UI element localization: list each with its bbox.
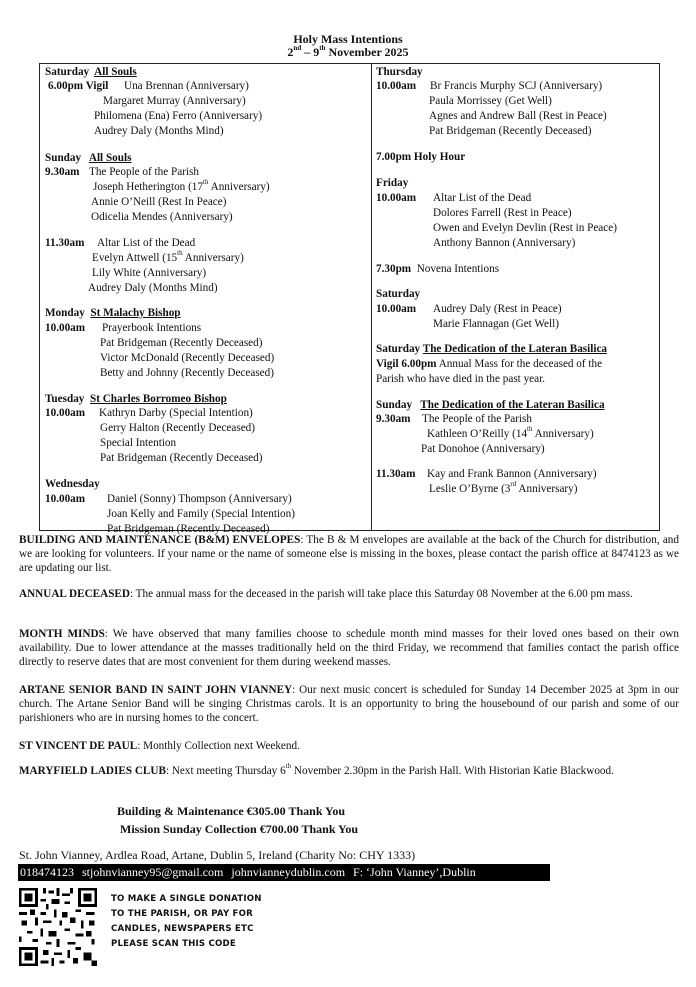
intention: Annie O’Neill (Rest In Peace) xyxy=(91,196,227,208)
intention: The People of the Parish xyxy=(89,166,199,178)
parish-address: St. John Vianney, Ardlea Road, Artane, Dublin 5, Ireland (Charity No: CHY 1333) xyxy=(19,848,416,862)
day-heading: Saturday All Souls xyxy=(45,66,137,78)
intention: Leslie O’Byrne (3rd Anniversary) xyxy=(429,480,578,495)
thanks-mission: Mission Sunday Collection €700.00 Thank You xyxy=(120,822,359,836)
intention: Prayerbook Intentions xyxy=(102,322,202,334)
intention: Altar List of the Dead xyxy=(433,192,532,204)
holy-hour: 7.00pm Holy Hour xyxy=(376,151,466,163)
intention: Kay and Frank Bannon (Anniversary) xyxy=(427,468,597,480)
day-heading: Friday xyxy=(376,177,409,189)
day-heading: Tuesday St Charles Borromeo Bishop xyxy=(45,393,227,405)
intention: Owen and Evelyn Devlin (Rest in Peace) xyxy=(433,222,617,234)
day-heading: Saturday xyxy=(376,288,421,300)
intention: Una Brennan (Anniversary) xyxy=(124,80,249,92)
notice-month-minds: MONTH MINDS: We have observed that many families choose to schedule month mind masses for their loved ones based on their own availability. Due to lower attendance at the masses traditionally held on the third Friday, we recommend that families contact the parish office directly to reserve dates that are most convenient for them during weekend masses. xyxy=(19,628,679,669)
mass-time: 6.00pm Vigil xyxy=(48,80,109,92)
intention: Vigil 6.00pm Annual Mass for the deceased of the xyxy=(376,358,603,370)
intention: Parish who have died in the past year. xyxy=(376,373,546,385)
intention: Altar List of the Dead xyxy=(97,237,196,249)
qr-instructions: TO MAKE A SINGLE DONATION TO THE PARISH, OR PAY FOR CANDLES, NEWSPAPERS ETC PLEASE SCAN THIS CODE xyxy=(111,894,262,949)
day-heading: Sunday All Souls xyxy=(45,152,132,164)
intention: Audrey Daly (Months Mind) xyxy=(94,125,224,137)
day-heading: Saturday The Dedication of the Lateran Basilica xyxy=(376,343,608,355)
intention: Pat Donohoe (Anniversary) xyxy=(421,443,545,455)
mass-time: 10.00am xyxy=(45,493,86,505)
intention: Br Francis Murphy SCJ (Anniversary) xyxy=(430,80,603,92)
intention: Joan Kelly and Family (Special Intention) xyxy=(107,508,295,520)
intention: Audrey Daly (Rest in Peace) xyxy=(433,303,562,315)
intention: Margaret Murray (Anniversary) xyxy=(103,95,246,107)
date-range: 2nd – 9th November 2025 xyxy=(287,44,409,59)
intention: Lily White (Anniversary) xyxy=(92,267,207,279)
website-link[interactable]: johnvianneydublin.com xyxy=(231,865,346,879)
notice-maryfield: MARYFIELD LADIES CLUB: Next meeting Thursday 6th November 2.30pm in the Parish Hall. With Historian Katie Blackwood. xyxy=(19,762,614,777)
mass-time: 11.30am xyxy=(376,468,416,480)
intention: Odicelia Mendes (Anniversary) xyxy=(91,211,233,223)
intention: Pat Bridgeman (Recently Deceased) xyxy=(100,452,263,464)
intention: Pat Bridgeman (Recently Deceased) xyxy=(107,523,270,535)
mass-time: 10.00am xyxy=(45,322,86,334)
page-title: Holy Mass Intentions xyxy=(293,32,403,46)
donation-qr-code[interactable] xyxy=(19,888,97,966)
email-link[interactable]: stjohnvianney95@gmail.com xyxy=(82,865,224,879)
intention: Philomena (Ena) Ferro (Anniversary) xyxy=(94,110,263,122)
notice-artane-band: ARTANE SENIOR BAND IN SAINT JOHN VIANNEY: Our next music concert is scheduled for Sunday 14 December 2025 at 3pm in our church. The Artane Senior Band will be singing Christmas carols. It is an opportunity to bring the housebound of our parish and some of our parishioners who are in nursing homes to the concert. xyxy=(19,684,679,725)
thanks-bm: Building & Maintenance €305.00 Thank You xyxy=(117,804,346,818)
mass-time: 10.00am xyxy=(376,192,417,204)
column-divider xyxy=(371,64,372,530)
intention: Audrey Daly (Months Mind) xyxy=(88,282,218,294)
intention: Anthony Bannon (Anniversary) xyxy=(433,237,576,249)
intention: Victor McDonald (Recently Deceased) xyxy=(100,352,275,364)
intention: Paula Morrissey (Get Well) xyxy=(429,95,552,107)
intention: Special Intention xyxy=(100,437,177,449)
intention: Pat Bridgeman (Recently Deceased) xyxy=(429,125,592,137)
intention: Dolores Farrell (Rest in Peace) xyxy=(433,207,572,219)
intention: Kathryn Darby (Special Intention) xyxy=(99,407,253,419)
mass-time: 9.30am xyxy=(376,413,411,425)
mass-time: 10.00am xyxy=(45,407,86,419)
day-heading: Sunday The Dedication of the Lateran Basilica xyxy=(376,399,605,411)
intention: Evelyn Attwell (15th Anniversary) xyxy=(92,249,244,264)
intention: Kathleen O’Reilly (14th Anniversary) xyxy=(427,425,594,440)
phone[interactable]: 018474123 xyxy=(20,865,74,879)
mass-time: 11.30am xyxy=(45,237,85,249)
intention: Betty and Johnny (Recently Deceased) xyxy=(100,367,274,379)
contact-bar xyxy=(18,864,550,881)
intention: Gerry Halton (Recently Deceased) xyxy=(100,422,255,434)
intention: Marie Flannagan (Get Well) xyxy=(433,318,559,330)
notice-bm-envelopes: BUILDING AND MAINTENANCE (B&M) ENVELOPES: The B & M envelopes are available at the back of the Church for distribution, and we are looking for volunteers. If your name or the name of someone else is missing in the boxes, please contact the parish office at 8474123 as we are updating our list. xyxy=(19,534,679,575)
facebook-link[interactable]: F: ‘John Vianney’,Dublin xyxy=(353,865,476,879)
notice-svdp: ST VINCENT DE PAUL: Monthly Collection next Weekend. xyxy=(19,740,300,752)
notice-annual-deceased: ANNUAL DECEASED: The annual mass for the deceased in the parish will take place this Saturday 08 November at the 6.00 pm mass. xyxy=(19,588,633,600)
novena: 7.30pm Novena Intentions xyxy=(376,263,500,275)
intention: Agnes and Andrew Ball (Rest in Peace) xyxy=(429,110,607,122)
mass-time: 10.00am xyxy=(376,80,417,92)
day-heading: Thursday xyxy=(376,66,423,78)
intention: Pat Bridgeman (Recently Deceased) xyxy=(100,337,263,349)
intention: The People of the Parish xyxy=(422,413,532,425)
day-heading: Monday St Malachy Bishop xyxy=(45,307,181,319)
day-heading: Wednesday xyxy=(45,478,100,490)
mass-time: 9.30am xyxy=(45,166,80,178)
intention: Daniel (Sonny) Thompson (Anniversary) xyxy=(107,493,292,505)
mass-time: 10.00am xyxy=(376,303,417,315)
intention: Joseph Hetherington (17th Anniversary) xyxy=(93,178,270,193)
mass-intentions-table xyxy=(39,63,660,535)
